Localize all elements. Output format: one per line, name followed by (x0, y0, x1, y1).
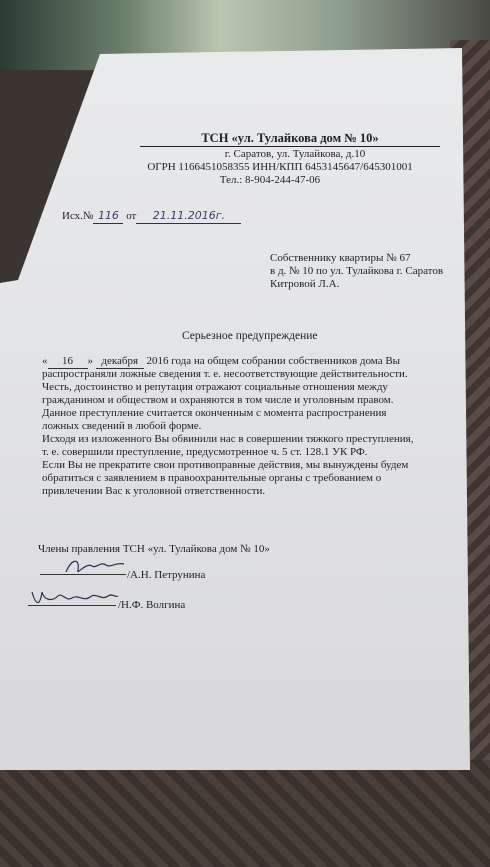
body-line-10: обратиться с заявлением в правоохранительные органы с требованием о (42, 472, 382, 484)
recipient-line-1: Собственнику квартиры № 67 (270, 252, 411, 264)
outgoing-no-label: Исх.№ (62, 210, 94, 222)
meeting-month: декабря (96, 355, 144, 369)
outgoing-number-row (62, 210, 241, 224)
recipient-line-3: Китровой Л.А. (270, 278, 340, 290)
board-members-caption: Члены правления ТСН «ул. Тулайкова дом № 10» (38, 543, 270, 555)
letterhead-address: г. Саратов, ул. Тулайкова, д.10 (224, 148, 366, 160)
body-line-1-rest: 2016 года на общем собрании собственников дома Вы (146, 355, 401, 367)
body-line-1 (42, 355, 447, 369)
quote-close: » (87, 355, 93, 367)
body-line-7: Исходя из изложенного Вы обвинили нас в совершении тяжкого преступления, (42, 433, 414, 445)
outgoing-from-label: от (126, 210, 137, 222)
signatory-volgina: /Н.Ф. Волгина (118, 599, 186, 611)
letter-heading: Серьезное предупреждение (182, 330, 318, 342)
body-line-9: Если Вы не прекратите свои противоправные действия, мы вынуждены будем (42, 459, 409, 471)
quote-open: « (42, 355, 48, 367)
recipient-line-2: в д. № 10 по ул. Тулайкова г. Саратов (270, 265, 444, 277)
body-line-3: Честь, достоинство и репутация отражают социальные отношения между (42, 381, 388, 393)
body-line-2: распространяли ложные сведения т. е. несоответствующие действительности. (42, 368, 408, 380)
body-line-5: Данное преступление считается оконченным с момента распространения (42, 407, 387, 419)
body-line-6: ложных сведений в любой форме. (42, 420, 202, 432)
body-line-4: гражданином и обществом и охраняются в том числе и уголовным правом. (42, 394, 394, 406)
outgoing-date: 21.11.2016г. (136, 210, 241, 224)
meeting-day: 16 (48, 355, 88, 369)
signature-volgina (28, 586, 120, 608)
letterhead-org: ТСН «ул. Тулайкова дом № 10» (140, 132, 440, 147)
body-line-8: т. е. совершили преступление, предусмотренное ч. 5 ст. 128.1 УК РФ. (42, 446, 368, 458)
letterhead-phone: Тел.: 8-904-244-47-06 (219, 174, 321, 186)
letterhead-registration: ОГРН 1166451058355 ИНН/КПП 6453145647/645301001 (147, 161, 413, 173)
signatory-petrunina: /А.Н. Петрунина (127, 569, 206, 581)
outgoing-number: 116 (93, 210, 123, 224)
signature-petrunina (62, 556, 128, 578)
body-line-11: привлечении Вас к уголовной ответственности. (42, 485, 266, 497)
